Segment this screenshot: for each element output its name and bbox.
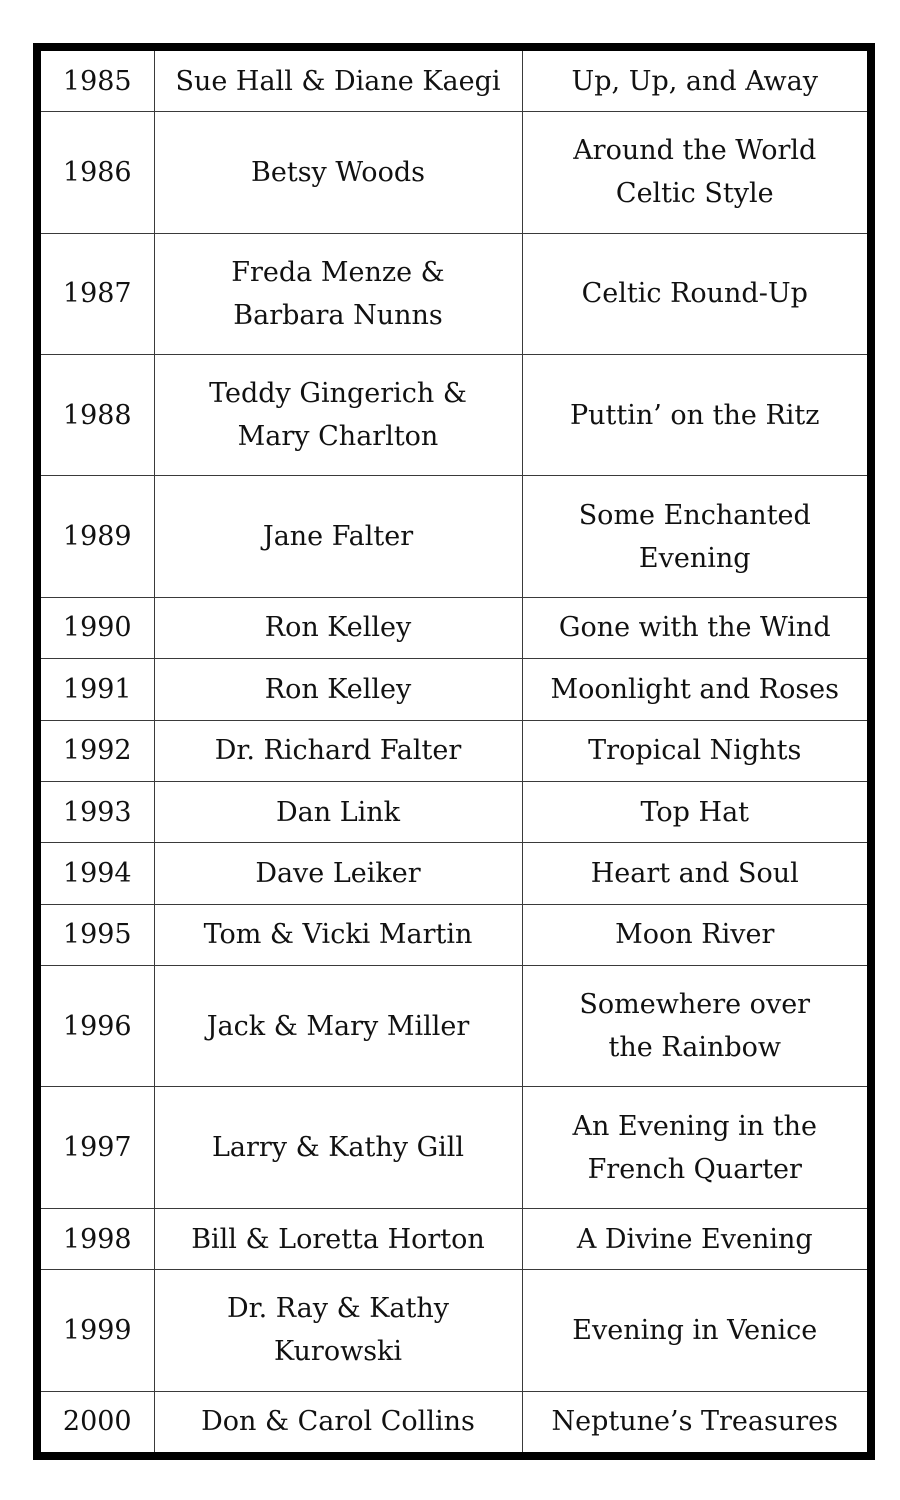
theme-cell: Some Enchanted Evening	[522, 476, 867, 597]
table-row	[41, 843, 867, 904]
year-cell: 1996	[41, 966, 154, 1087]
table-row	[41, 51, 867, 112]
theme-cell: Somewhere over the Rainbow	[522, 966, 867, 1087]
year-cell: 2000	[41, 1391, 154, 1452]
theme-cell: Neptune’s Treasures	[522, 1391, 867, 1452]
theme-cell: Puttin’ on the Ritz	[522, 354, 867, 475]
theme-cell: Moon River	[522, 904, 867, 965]
host-cell: Betsy Woods	[154, 112, 522, 233]
host-cell: Freda Menze & Barbara Nunns	[154, 233, 522, 354]
host-cell: Dr. Ray & Kathy Kurowski	[154, 1270, 522, 1391]
table-row	[41, 1208, 867, 1269]
theme-cell: Top Hat	[522, 781, 867, 842]
host-cell: Larry & Kathy Gill	[154, 1087, 522, 1208]
theme-cell: Evening in Venice	[522, 1270, 867, 1391]
table-row	[41, 1087, 867, 1208]
host-cell: Ron Kelley	[154, 597, 522, 658]
table-frame	[33, 43, 875, 1460]
table-row	[41, 354, 867, 475]
theme-cell: Around the World Celtic Style	[522, 112, 867, 233]
theme-cell: Heart and Soul	[522, 843, 867, 904]
host-cell: Ron Kelley	[154, 659, 522, 720]
table-row	[41, 966, 867, 1087]
host-cell: Dr. Richard Falter	[154, 720, 522, 781]
table-row	[41, 233, 867, 354]
table-row	[41, 904, 867, 965]
year-cell: 1993	[41, 781, 154, 842]
year-cell: 1998	[41, 1208, 154, 1269]
year-cell: 1985	[41, 51, 154, 112]
year-cell: 1995	[41, 904, 154, 965]
table-row	[41, 1391, 867, 1452]
table-row	[41, 112, 867, 233]
year-cell: 1992	[41, 720, 154, 781]
host-cell: Dave Leiker	[154, 843, 522, 904]
theme-cell: Up, Up, and Away	[522, 51, 867, 112]
theme-cell: Celtic Round-Up	[522, 233, 867, 354]
year-cell: 1991	[41, 659, 154, 720]
theme-cell: Gone with the Wind	[522, 597, 867, 658]
theme-cell: Tropical Nights	[522, 720, 867, 781]
host-cell: Bill & Loretta Horton	[154, 1208, 522, 1269]
host-cell: Don & Carol Collins	[154, 1391, 522, 1452]
year-cell: 1986	[41, 112, 154, 233]
year-cell: 1989	[41, 476, 154, 597]
table-row	[41, 476, 867, 597]
theme-cell: A Divine Evening	[522, 1208, 867, 1269]
year-cell: 1990	[41, 597, 154, 658]
year-cell: 1999	[41, 1270, 154, 1391]
year-cell: 1988	[41, 354, 154, 475]
host-cell: Jack & Mary Miller	[154, 966, 522, 1087]
host-cell: Teddy Gingerich & Mary Charlton	[154, 354, 522, 475]
year-cell: 1994	[41, 843, 154, 904]
host-cell: Tom & Vicki Martin	[154, 904, 522, 965]
host-cell: Sue Hall & Diane Kaegi	[154, 51, 522, 112]
table-row	[41, 720, 867, 781]
host-cell: Dan Link	[154, 781, 522, 842]
table-row	[41, 1270, 867, 1391]
theme-cell: An Evening in the French Quarter	[522, 1087, 867, 1208]
events-table	[41, 51, 867, 1452]
table-row	[41, 597, 867, 658]
table-row	[41, 781, 867, 842]
table-row	[41, 659, 867, 720]
theme-cell: Moonlight and Roses	[522, 659, 867, 720]
host-cell: Jane Falter	[154, 476, 522, 597]
year-cell: 1987	[41, 233, 154, 354]
year-cell: 1997	[41, 1087, 154, 1208]
